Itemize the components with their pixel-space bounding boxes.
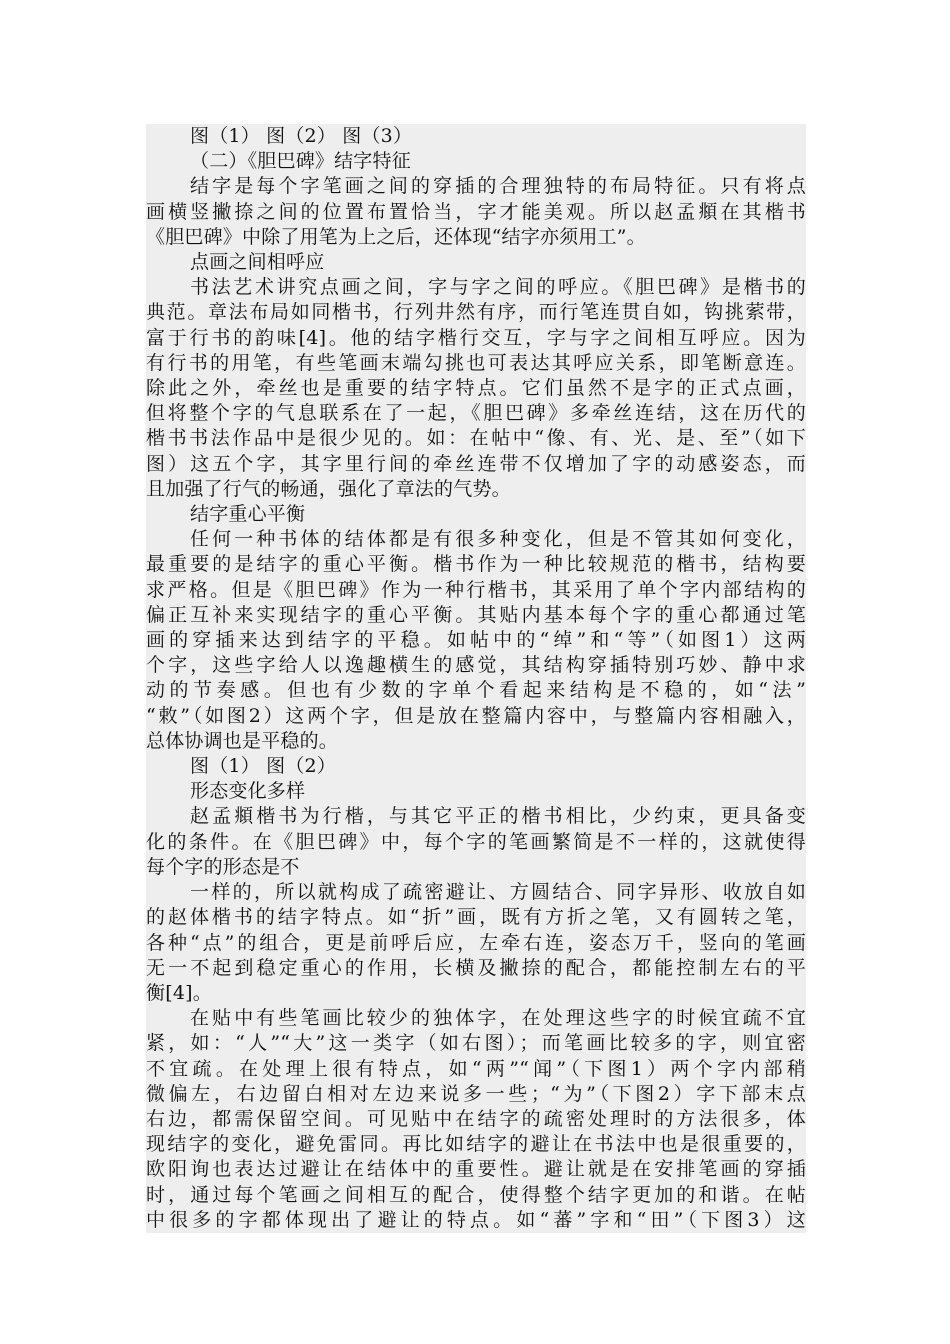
- text-line: “敕”（如图2）这两个字，但是放在整篇内容中，与整篇内容相融入，: [146, 704, 806, 729]
- text-line: 图）这五个字，其字里行间的牵丝连带不仅增加了字的动感姿态，而: [146, 452, 806, 477]
- text-line: 楷书书法作品中是很少见的。如：在帖中“像、有、光、是、至”（如下: [146, 426, 806, 451]
- text-line: 个字，这些字给人以逸趣横生的感觉，其结构穿插特别巧妙、静中求: [146, 653, 806, 678]
- text-line: 现结字的变化，避免雷同。再比如结字的避让在书法中也是很重要的，: [146, 1132, 806, 1157]
- text-line: 时，通过每个笔画之间相互的配合，使得整个结字更加的和谐。在帖: [146, 1183, 806, 1208]
- text-line: 典范。章法布局如同楷书，行列井然有序，而行笔连贯自如，钩挑萦带，: [146, 300, 806, 325]
- text-line: 有行书的用笔，有些笔画末端勾挑也可表达其呼应关系，即笔断意连。: [146, 351, 806, 376]
- text-line: 欧阳询也表达过避让在结体中的重要性。避让就是在安排笔画的穿插: [146, 1157, 806, 1182]
- text-line: 结字重心平衡: [146, 502, 806, 527]
- text-line: 画横竖撇捺之间的位置布置恰当，字才能美观。所以赵孟頫在其楷书: [146, 200, 806, 225]
- text-line: 且加强了行气的畅通，强化了章法的气势。: [146, 477, 806, 502]
- text-line: 结字是每个字笔画之间的穿插的合理独特的布局特征。只有将点: [146, 174, 806, 199]
- text-line: 的赵体楷书的结字特点。如“折”画，既有方折之笔，又有圆转之笔，: [146, 905, 806, 930]
- text-line: 最重要的是结字的重心平衡。楷书作为一种比较规范的楷书，结构要: [146, 552, 806, 577]
- text-line: 微偏左，右边留白相对左边来说多一些；“为”（下图2）字下部末点: [146, 1082, 806, 1107]
- text-line: 书法艺术讲究点画之间，字与字之间的呼应。《胆巴碑》是楷书的: [146, 275, 806, 300]
- text-line: 无一不起到稳定重心的作用，长横及撇捺的配合，都能控制左右的平: [146, 956, 806, 981]
- text-line: 求严格。但是《胆巴碑》作为一种行楷书，其采用了单个字内部结构的: [146, 578, 806, 603]
- text-line: 不宜疏。在处理上很有特点，如“两”“闻”（下图1）两个字内部稍: [146, 1057, 806, 1082]
- text-line: 图（1） 图（2）: [146, 754, 806, 779]
- text-line: 紧，如：“人”“大”这一类字（如右图）；而笔画比较多的字，则宜密: [146, 1031, 806, 1056]
- text-line: 化的条件。在《胆巴碑》中，每个字的笔画繁简是不一样的，这就使得: [146, 830, 806, 855]
- document-body: [146, 124, 806, 1233]
- text-line: 画的穿插来达到结字的平稳。如帖中的“绰”和“等”（如图1）这两: [146, 628, 806, 653]
- text-line: 赵孟頫楷书为行楷，与其它平正的楷书相比，少约束，更具备变: [146, 804, 806, 829]
- text-line: 总体协调也是平稳的。: [146, 729, 806, 754]
- text-line: 偏正互补来实现结字的重心平衡。其贴内基本每个字的重心都通过笔: [146, 603, 806, 628]
- text-line: 图（1） 图（2） 图（3）: [146, 124, 806, 149]
- text-line: 一样的，所以就构成了疏密避让、方圆结合、同字异形、收放自如: [146, 880, 806, 905]
- text-line: 除此之外，牵丝也是重要的结字特点。它们虽然不是字的正式点画，: [146, 376, 806, 401]
- text-line: 每个字的形态是不: [146, 855, 806, 880]
- text-line: 任何一种书体的结体都是有很多种变化，但是不管其如何变化，: [146, 527, 806, 552]
- text-line: 中很多的字都体现出了避让的特点。如“蕃”字和“田”（下图3）这: [146, 1208, 806, 1233]
- text-line: 各种“点”的组合，更是前呼后应，左牵右连，姿态万千，竖向的笔画: [146, 931, 806, 956]
- text-line: 衡[4]。: [146, 981, 806, 1006]
- text-line: 点画之间相呼应: [146, 250, 806, 275]
- text-line: 动的节奏感。但也有少数的字单个看起来结构是不稳的，如“法”: [146, 678, 806, 703]
- text-line: 在贴中有些笔画比较少的独体字，在处理这些字的时候宜疏不宜: [146, 1006, 806, 1031]
- text-line: 富于行书的韵味[4]。他的结字楷行交互，字与字之间相互呼应。因为: [146, 326, 806, 351]
- text-line: 形态变化多样: [146, 779, 806, 804]
- text-line: （二）《胆巴碑》结字特征: [146, 149, 806, 174]
- text-line: 但将整个字的气息联系在了一起，《胆巴碑》多牵丝连结，这在历代的: [146, 401, 806, 426]
- text-line: 《胆巴碑》中除了用笔为上之后，还体现“结字亦须用工”。: [146, 225, 806, 250]
- text-line: 右边，都需保留空间。可见贴中在结字的疏密处理时的方法很多，体: [146, 1107, 806, 1132]
